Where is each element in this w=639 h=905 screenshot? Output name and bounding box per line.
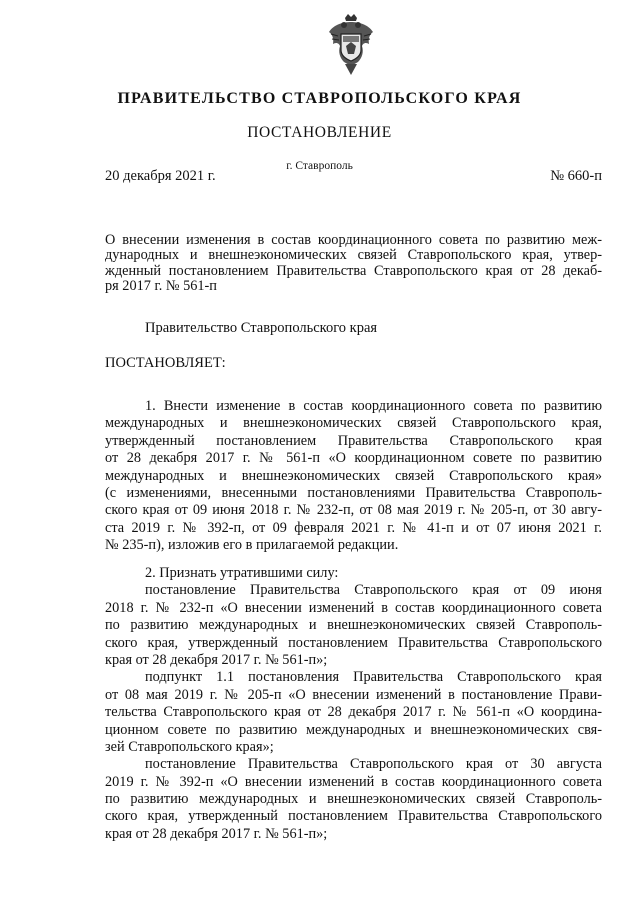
paragraph-line: международных и внешнеэкономических связей Ставропольского края» [105, 467, 602, 484]
document-subject [105, 233, 602, 295]
paragraph-line: № 235-п), изложив его в прилагаемой редакции. [105, 537, 399, 554]
paragraph-line: по развитию международных и внешнеэкономических связей Ставрополь- [105, 617, 602, 634]
paragraph-line: края от 28 декабря 2017 г. № 561-п»; [105, 651, 328, 668]
paragraph-line: зей Ставропольского края»; [105, 738, 274, 755]
resolves-heading: ПОСТАНОВЛЯЕТ: [105, 355, 226, 371]
paragraph-line: ского края, утвержденный постановлением Правительства Ставропольского [105, 634, 602, 651]
subject-line: жденный постановлением Правительства Ставропольского края от 28 декаб- [105, 263, 602, 279]
paragraph-line: утвержденный постановлением Правительства Ставропольского края [105, 432, 602, 449]
paragraph-line: ционном совете по развитию международных и внешнеэкономических свя- [105, 721, 602, 738]
item-1-paragraph [105, 398, 602, 555]
government-title: ПРАВИТЕЛЬСТВО СТАВРОПОЛЬСКОГО КРАЯ [117, 90, 522, 107]
paragraph-line: 2018 г. № 232-п «О внесении изменений в состав координационного совета [105, 599, 602, 616]
subject-line: ря 2017 г. № 561-п [105, 279, 217, 295]
paragraph-line: постановление Правительства Ставропольского края от 09 июня [145, 582, 602, 599]
paragraph-line: 2019 г. № 392-п «О внесении изменений в состав координационного совета [105, 773, 602, 790]
paragraph-line: постановление Правительства Ставропольского края от 30 августа [145, 756, 602, 773]
paragraph-line: ского края от 09 июня 2018 г. № 232-п, от 08 мая 2019 г. № 205-п, от 30 авгу- [105, 502, 602, 519]
paragraph-line: ского края, утвержденный постановлением Правительства Ставропольского [105, 808, 602, 825]
document-type: ПОСТАНОВЛЕНИЕ [247, 124, 392, 141]
coat-of-arms-icon [326, 12, 376, 78]
paragraph-line: тельства Ставропольского края от 28 декабря 2017 г. № 561-п «О координа- [105, 704, 602, 721]
item-2-paragraph [105, 565, 602, 843]
paragraph-line: 2. Признать утратившими силу: [145, 565, 339, 581]
paragraph-line: 1. Внести изменение в состав координационного совета по развитию [145, 398, 602, 414]
document-number: № 660-п [550, 168, 602, 184]
document-date: 20 декабря 2021 г. [105, 168, 216, 184]
issuing-authority: Правительство Ставропольского края [145, 320, 378, 336]
subject-line: О внесении изменения в состав координационного совета по развитию меж- [105, 233, 602, 248]
paragraph-line: от 28 декабря 2017 г. № 561-п «О координационном совете по развитию [105, 450, 602, 467]
paragraph-line: края от 28 декабря 2017 г. № 561-п»; [105, 825, 328, 842]
paragraph-line: международных и внешнеэкономических связей Ставропольского края, [105, 415, 602, 432]
city-label: г. Ставрополь [286, 160, 353, 172]
paragraph-line: по развитию международных и внешнеэкономических связей Ставрополь- [105, 791, 602, 808]
paragraph-line: (с изменениями, внесенными постановлениями Правительства Ставрополь- [105, 484, 602, 501]
subject-line: дународных и внешнеэкономических связей Ставропольского края, утвер- [105, 248, 602, 264]
paragraph-line: от 08 мая 2019 г. № 205-п «О внесении изменений в постановление Прави- [105, 686, 602, 703]
paragraph-line: подпункт 1.1 постановления Правительства Ставропольского края [145, 669, 602, 686]
paragraph-line: ста 2019 г. № 392-п, от 09 февраля 2021 г. № 41-п и от 07 июня 2021 г. [105, 519, 602, 536]
